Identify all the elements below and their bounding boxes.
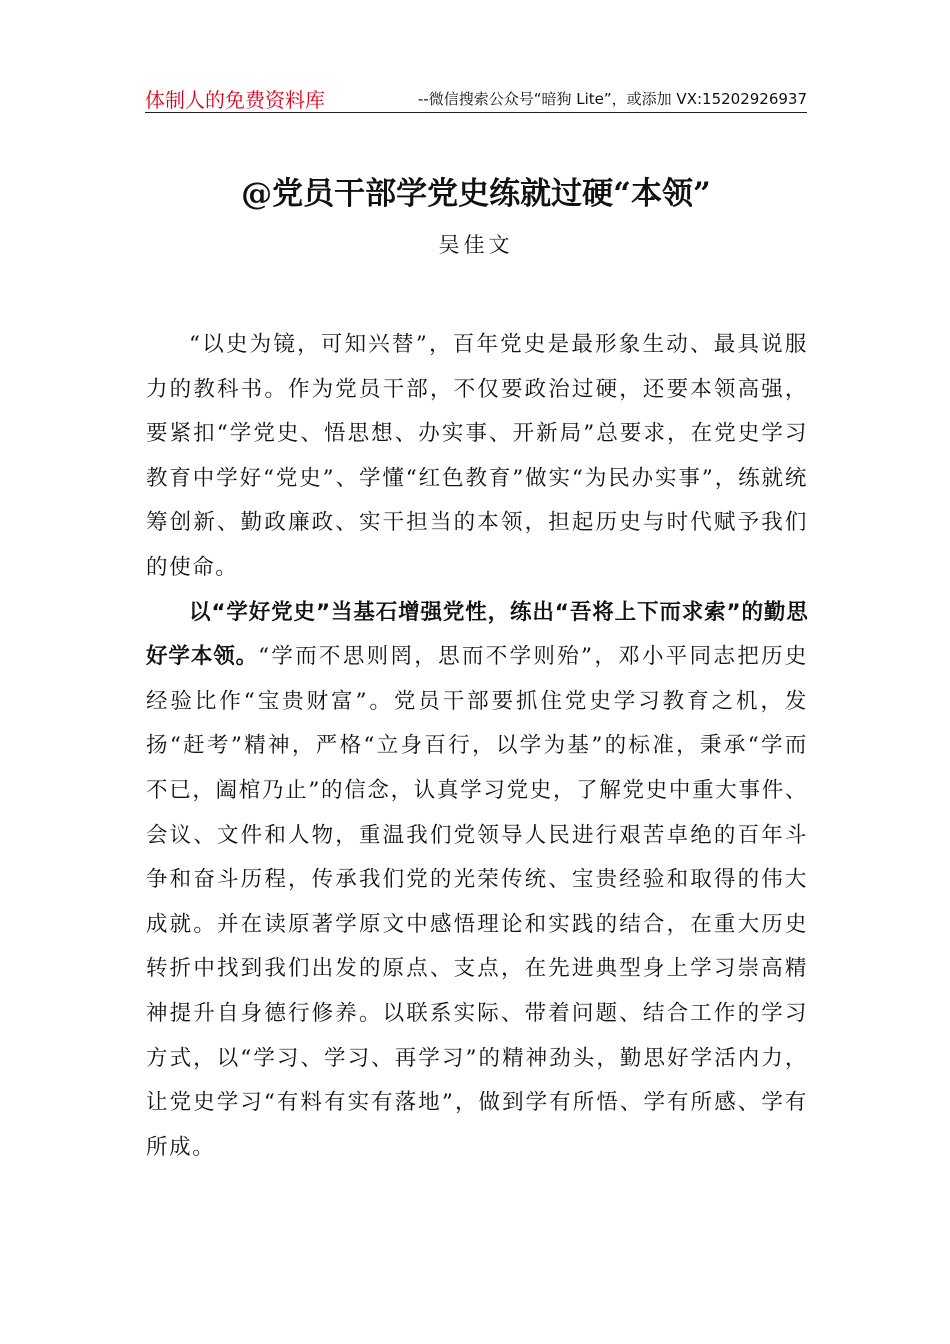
paragraph-text: “学而不思则罔，思而不学则殆”，邓小平同志把历史经验比作“宝贵财富”。党员干部要抓住党史学习教育之机，发扬“赶考”精神，严格“立身百行，以学为基”的标准，秉承“学而不已，阖棺乃止”的信念，认真学习党史，了解党史中重大事件、会议、文件和人物，重温我们党领导人民进行艰苦卓绝的百年斗争和奋斗历程，传承我们党的光荣传统、宝贵经验和取得的伟大成就。并在读原著学原文中感悟理论和实践的结合，在重大历史转折中找到我们出发的原点、支点，在先进典型身上学习崇高精神提升自身德行修养。以联系实际、带着问题、结合工作的学习方式，以“学习、学习、再学习”的精神劲头，勤思好学活内力，让党史学习“有料有实有落地”，做到学有所悟、学有所感、学有所成。 [146, 644, 808, 1160]
page-header [145, 82, 807, 113]
paragraph-intro [146, 323, 808, 591]
article-title: @党员干部学党史练就过硬“本领” [241, 176, 711, 212]
article-body [146, 323, 808, 1170]
paragraph-text: “以史为镜，可知兴替”，百年党史是最形象生动、最具说服力的教科书。作为党员干部，不仅要政治过硬，还要本领高强，要紧扣“学党史、悟思想、办实事、开新局”总要求，在党史学习教育中学好“党史”、学懂“红色教育”做实“为民办实事”，练就统筹创新、勤政廉政、实干担当的本领，担起历史与时代赋予我们的使命。 [146, 332, 808, 580]
article-author: 吴佳文 [438, 233, 514, 257]
header-note: --微信搜索公众号“暗狗 Lite”，或添加 VX:15202926937 [417, 90, 807, 108]
paragraph-lead: 以“学好党史”当基石增强党性，练出“吾将上下而求索”的勤思好学本领。 [146, 599, 808, 670]
header-brand: 体制人的免费资料库 [145, 88, 325, 112]
paragraph-study [146, 591, 808, 1171]
